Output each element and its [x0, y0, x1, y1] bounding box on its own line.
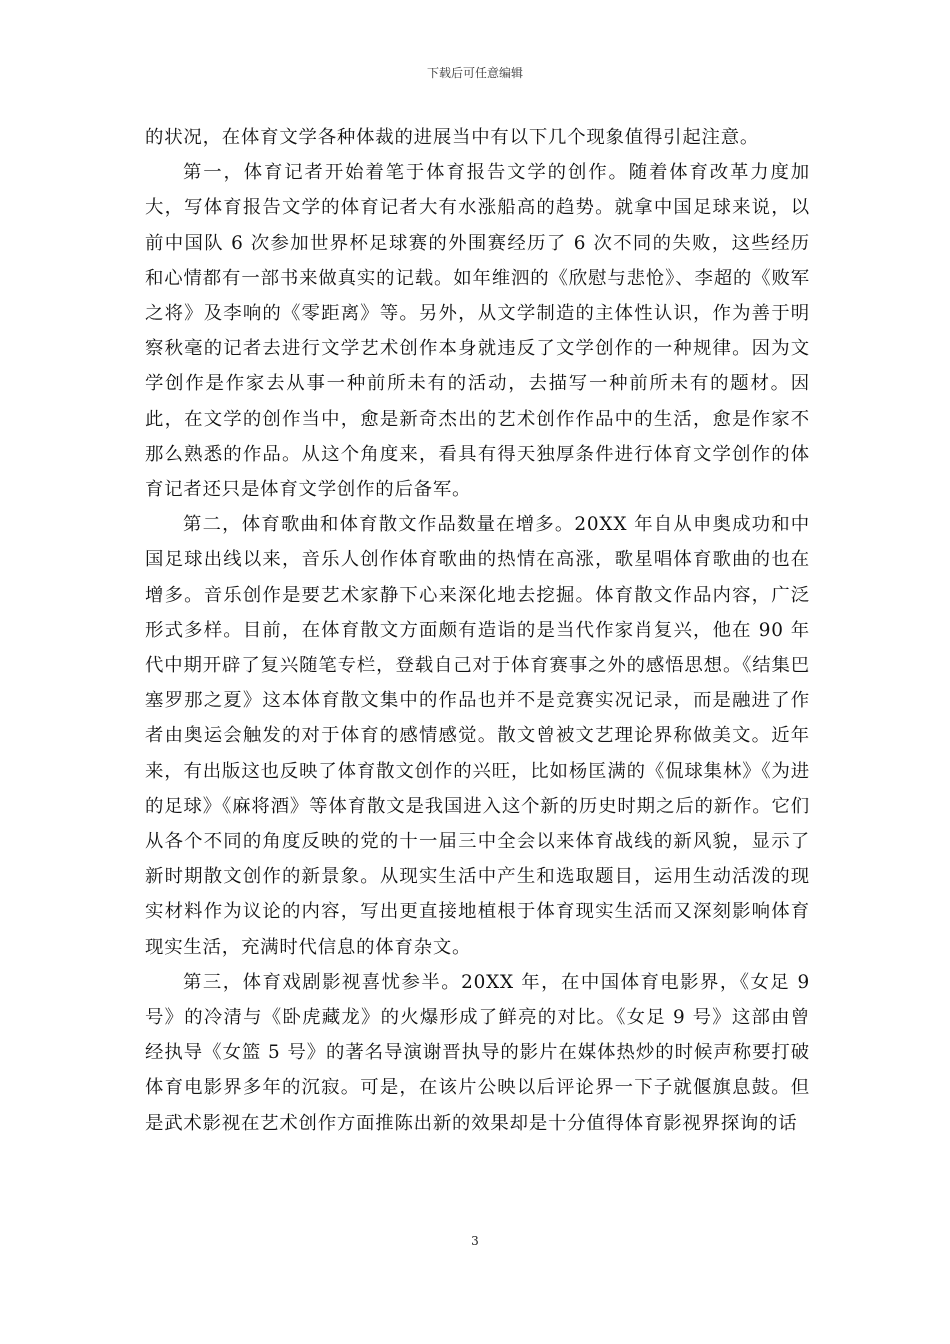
paragraph-third-point: 第三，体育戏剧影视喜忧参半。20XX 年，在中国体育电影界，《女足 9 号》的冷清与《卧虎藏龙》的火爆形成了鲜亮的对比。《女足 9 号》这部由曾经执导《女篮 5 号》的著名导演谢晋执导的影片在媒体热炒的时候声称要打破体育电影界多年的沉寂。可是，在该片公映以后评论界一下子就偃旗息鼓。但是武术影视在艺术创作方面推陈出新的效果却是十分值得体育影视界探询的话	[145, 971, 810, 1134]
page-number: 3	[471, 1234, 479, 1248]
paragraph-second-point: 第二，体育歌曲和体育散文作品数量在增多。20XX 年自从申奥成功和中国足球出线以来，音乐人创作体育歌曲的热情在高涨，歌星唱体育歌曲的也在增多。音乐创作是要艺术家静下心来深化地去挖掘。体育散文作品内容，广泛形式多样。目前，在体育散文方面颇有造诣的是当代作家肖复兴，他在 90 年代中期开辟了复兴随笔专栏，登载自己对于体育赛事之外的感悟思想。《结集巴塞罗那之夏》这本体育散文集中的作品也并不是竞赛实况记录，而是融进了作者由奥运会触发的对于体育的感情感觉。散文曾被文艺理论界称做美文。近年来，有出版这也反映了体育散文创作的兴旺，比如杨匡满的《侃球集林》《为进的足球》《麻将酒》等体育散文是我国进入这个新的历史时期之后的新作。它们从各个不同的角度反映的党的十一届三中全会以来体育战线的新风貌，显示了新时期散文创作的新景象。从现实生活中产生和选取题目，运用生动活泼的现实材料作为议论的内容，写出更直接地植根于体育现实生活而又深刻影响体育现实生活，充满时代信息的体育杂文。	[145, 514, 810, 958]
page-header: 下载后可任意编辑	[426, 66, 523, 80]
paragraph-continuation: 的状况，在体育文学各种体裁的进展当中有以下几个现象值得引起注意。	[145, 127, 760, 148]
document-body	[145, 120, 810, 1141]
paragraph-first-point: 第一，体育记者开始着笔于体育报告文学的创作。随着体育改革力度加大，写体育报告文学的体育记者大有水涨船高的趋势。就拿中国足球来说，以前中国队 6 次参加世界杯足球赛的外围赛经历了 6 次不同的失败，这些经历和心情都有一部书来做真实的记载。如年维泗的《欣慰与悲怆》、李超的《败军之将》及李响的《零距离》等。另外，从文学制造的主体性认识，作为善于明察秋毫的记者去进行文学艺术创作本身就违反了文学创作的一种规律。因为文学创作是作家去从事一种前所未有的活动，去描写一种前所未有的题材。因此，在文学的创作当中，愈是新奇杰出的艺术创作作品中的生活，愈是作家不那么熟悉的作品。从这个角度来，看具有得天独厚条件进行体育文学创作的体育记者还只是体育文学创作的后备军。	[145, 162, 810, 501]
